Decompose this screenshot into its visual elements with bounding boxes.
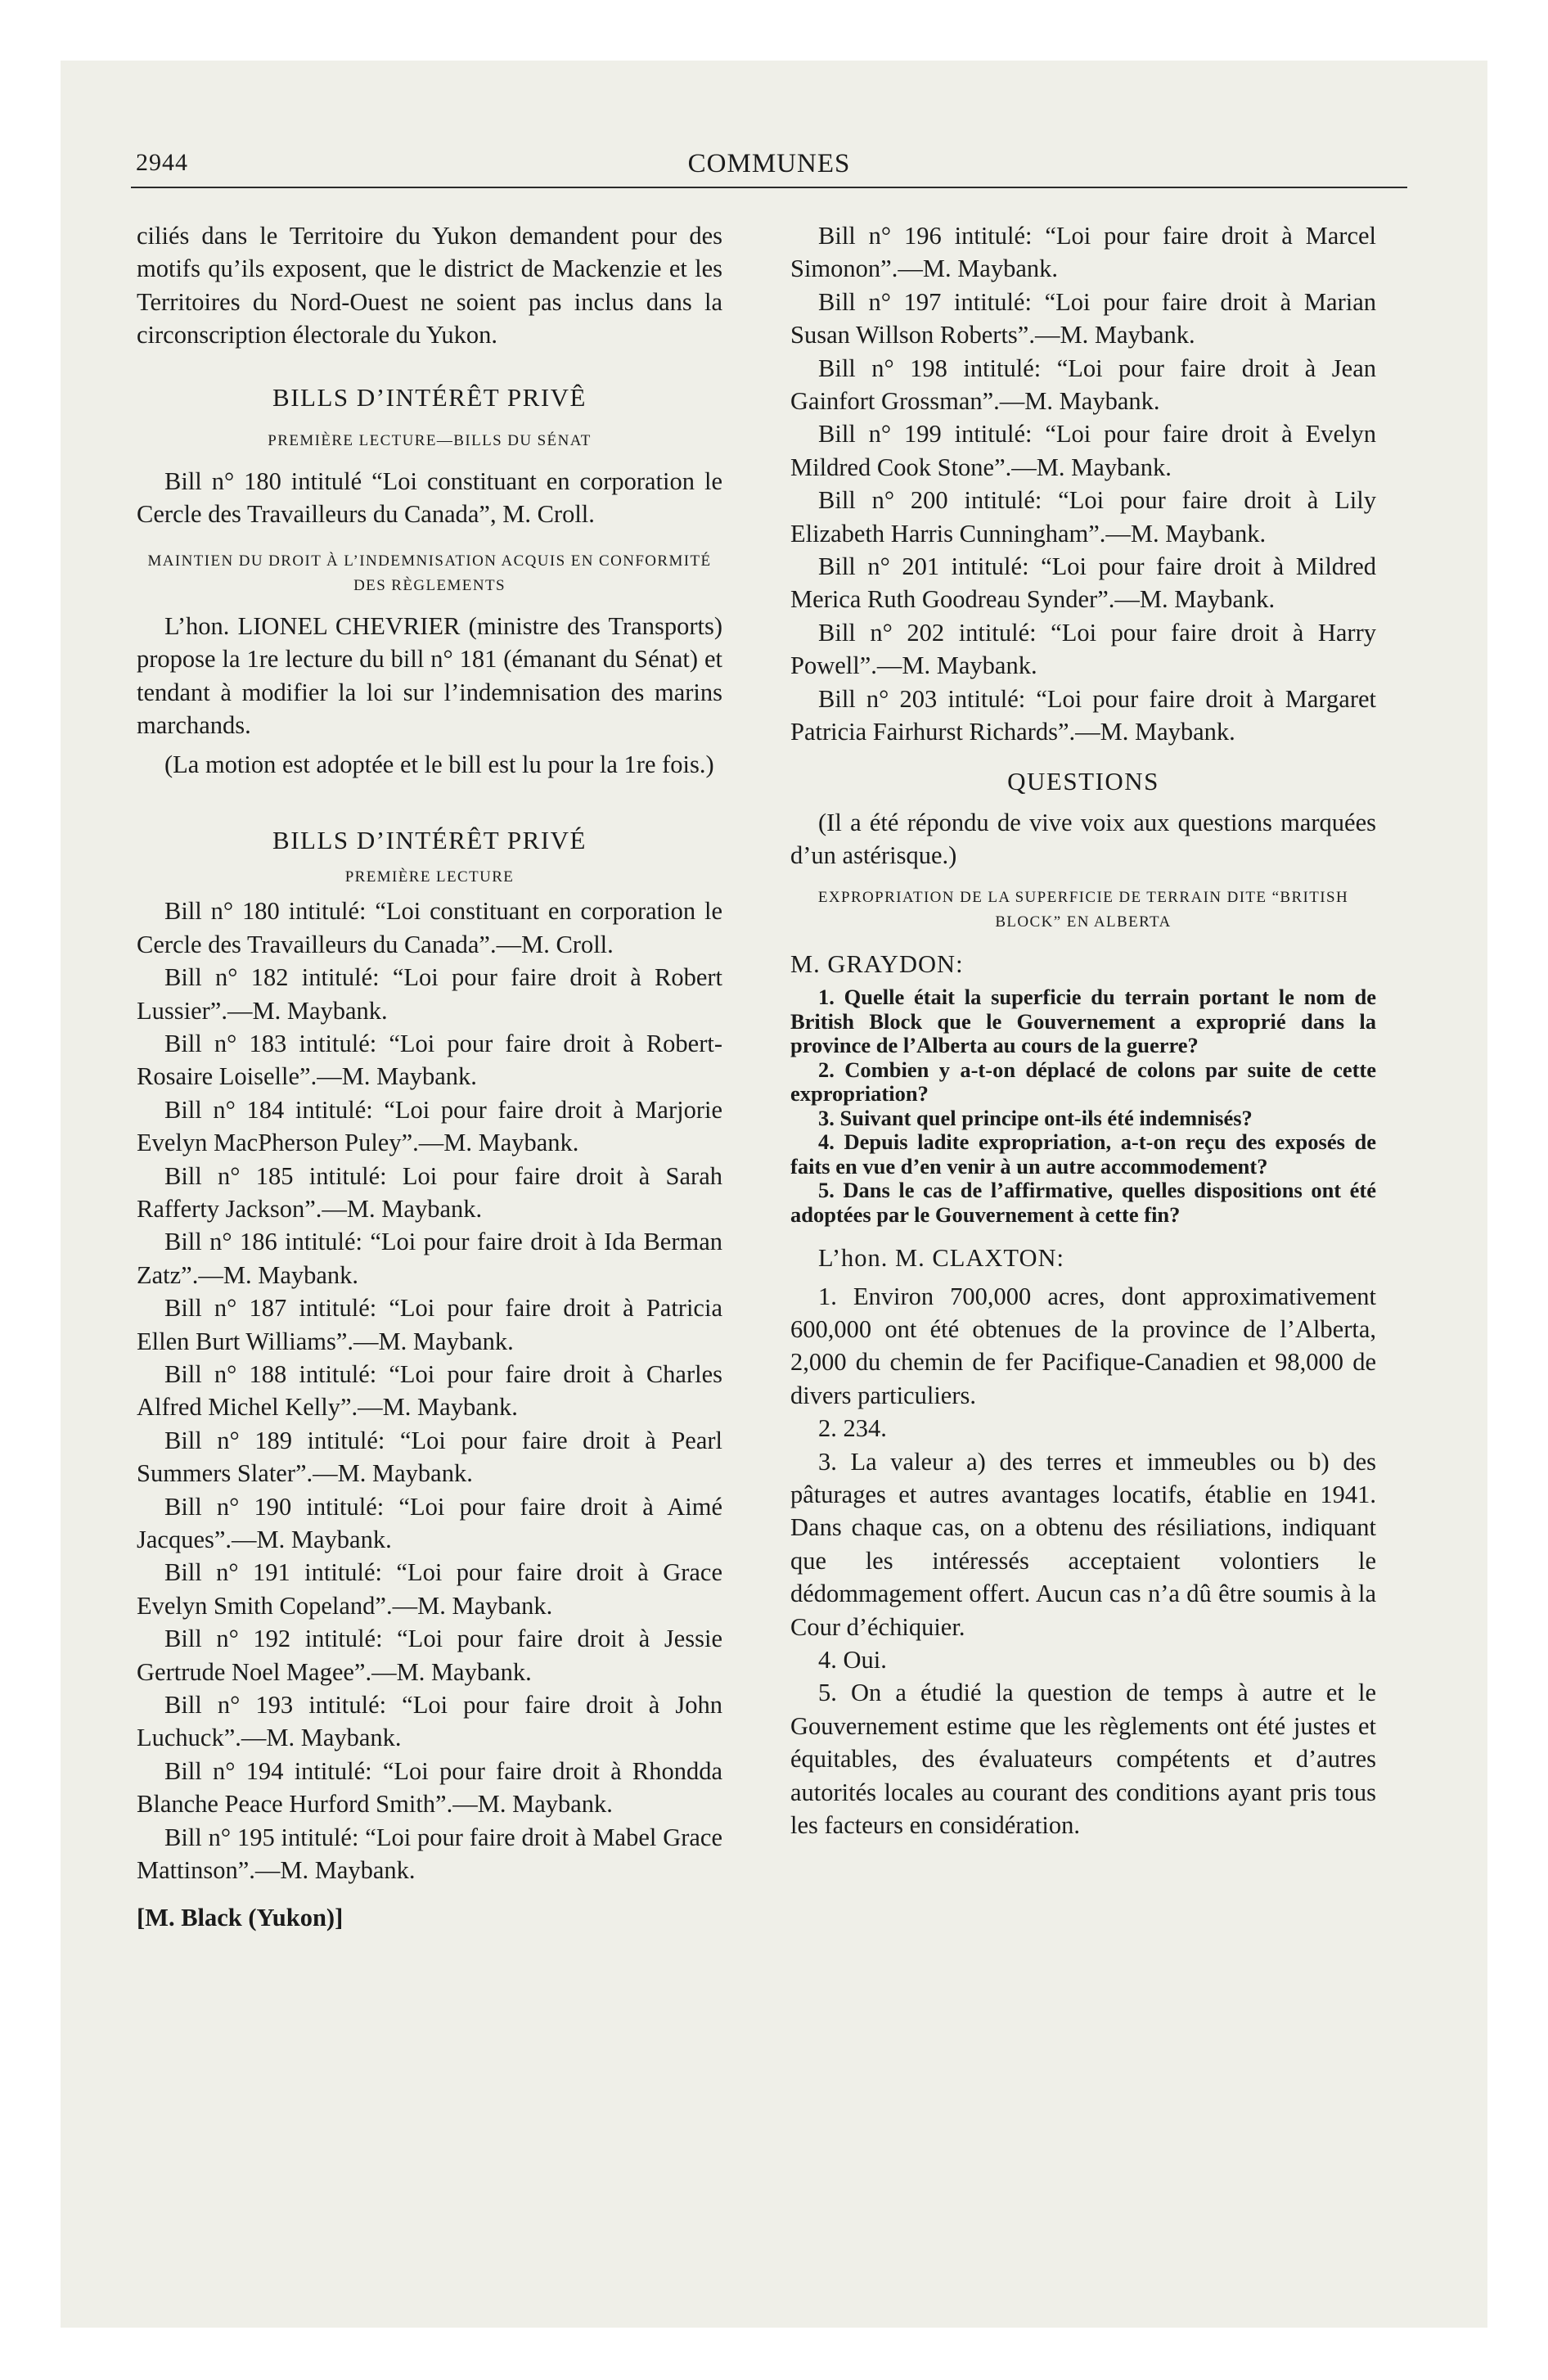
bill-entry: Bill n° 201 intitulé: “Loi pour faire droit à Mildred Merica Ruth Goodreau Synder”.—M. Maybank.	[790, 552, 1376, 614]
bill-entry: Bill n° 196 intitulé: “Loi pour faire droit à Marcel Simonon”.—M. Maybank.	[790, 222, 1376, 283]
bill-entry: Bill n° 192 intitulé: “Loi pour faire droit à Jessie Gertrude Noel Magee”.—M. Maybank.	[137, 1625, 722, 1686]
speaker-graydon: M. GRAYDON:	[790, 949, 964, 978]
bill-entry: Bill n° 183 intitulé: “Loi pour faire droit à Robert-Rosaire Loiselle”.—M. Maybank.	[137, 1029, 722, 1091]
answer-item: 3. La valeur a) des terres et immeubles ou b) des pâturages et autres avantages locatifs, établie en 1941. Dans chaque cas, on a obtenu des résiliations, indiquant que les intéressés acceptaient volontiers le dédommagement offert. Aucun cas n’a dû être soumis à la Cour d’échiquier.	[790, 1447, 1376, 1641]
speaker-claxton: L’hon. M. CLAXTON:	[818, 1244, 1064, 1273]
bill-entry: Bill n° 186 intitulé: “Loi pour faire droit à Ida Berman Zatz”.—M. Maybank.	[137, 1228, 722, 1289]
subheading-first-reading-senate: PREMIÈRE LECTURE—BILLS DU SÉNAT	[268, 432, 592, 450]
question-item: 5. Dans le cas de l’affirmative, quelles dispositions ont été adoptées par le Gouvernement à cette fin?	[790, 1178, 1376, 1227]
question-item: 1. Quelle était la superficie du terrain portant le nom de British Block que le Gouvernement a exproprié dans la province de l’Alberta au cours de la guerre?	[790, 985, 1376, 1058]
intro-paragraph: ciliés dans le Territoire du Yukon demandent pour des motifs qu’ils exposent, que le district de Mackenzie et les Territoires du Nord-Ouest ne soient pas inclus dans la circonscription électorale du Yukon.	[137, 222, 722, 349]
bill-entry: Bill n° 185 intitulé: Loi pour faire droit à Sarah Rafferty Jackson”.—M. Maybank.	[137, 1161, 722, 1223]
left-column	[137, 219, 722, 1935]
page-number: 2944	[136, 149, 188, 176]
answer-item: 2. 234.	[818, 1414, 887, 1443]
bill-entry: Bill n° 184 intitulé: “Loi pour faire droit à Marjorie Evelyn MacPherson Puley”.—M. Maybank.	[137, 1095, 722, 1157]
section-heading-questions: QUESTIONS	[1007, 766, 1159, 796]
subheading-expropriation: EXPROPRIATION DE LA SUPERFICIE DE TERRAIN DITE “BRITISH BLOCK” EN ALBERTA	[817, 888, 1349, 931]
page-header	[131, 144, 1407, 188]
section-heading-private-bills: BILLS D’INTÉRÊT PRIVÊ	[272, 382, 587, 412]
bill-entry: Bill n° 194 intitulé: “Loi pour faire droit à Rhondda Blanche Peace Hurford Smith”.—M. Maybank.	[137, 1756, 722, 1819]
bill-entry: Bill n° 195 intitulé: “Loi pour faire droit à Mabel Grace Mattinson”.—M. Maybank.	[137, 1823, 722, 1885]
bill-entry: Bill n° 188 intitulé: “Loi pour faire droit à Charles Alfred Michel Kelly”.—M. Maybank.	[137, 1359, 722, 1422]
subheading-first-reading: PREMIÈRE LECTURE	[344, 868, 515, 886]
speaker-reference: [M. Black (Yukon)]	[137, 1904, 344, 1932]
bill-entry: Bill n° 193 intitulé: “Loi pour faire droit à John Luchuck”.—M. Maybank.	[137, 1691, 722, 1752]
answer-item: 1. Environ 700,000 acres, dont approximativement 600,000 ont été obtenues de la province de l’Alberta, 2,000 du chemin de fer Pacifique-Canadien et 98,000 de divers particuliers.	[790, 1282, 1376, 1409]
subheading-indemnisation: MAINTIEN DU DROIT À L’INDEMNISATION ACQUIS EN CONFORMITÉ DES RÈGLEMENTS	[147, 552, 712, 594]
bill-entry: Bill n° 203 intitulé: “Loi pour faire droit à Margaret Patricia Fairhurst Richards”.—M. Maybank.	[790, 684, 1376, 746]
bill-entry: Bill n° 189 intitulé: “Loi pour faire droit à Pearl Summers Slater”.—M. Maybank.	[137, 1426, 722, 1488]
bill-entry: Bill n° 190 intitulé: “Loi pour faire droit à Aimé Jacques”.—M. Maybank.	[137, 1492, 722, 1553]
bill-entry: Bill n° 191 intitulé: “Loi pour faire droit à Grace Evelyn Smith Copeland”.—M. Maybank.	[137, 1558, 722, 1620]
bill-entry: Bill n° 182 intitulé: “Loi pour faire droit à Robert Lussier”.—M. Maybank.	[137, 963, 722, 1025]
answered-note: (Il a été répondu de vive voix aux questions marquées d’un astérisque.)	[790, 808, 1376, 870]
bill-180-senate: Bill n° 180 intitulé “Loi constituant en corporation le Cercle des Travailleurs du Canada”, M. Croll.	[137, 467, 722, 529]
answer-item: 4. Oui.	[818, 1646, 887, 1674]
bill-entry: Bill n° 180 intitulé: “Loi constituant en corporation le Cercle des Travailleurs du Canada”.—M. Croll.	[137, 897, 722, 958]
answer-item: 5. On a étudié la question de temps à autre et le Gouvernement estime que les règlements ont été justes et équitables, des évaluateurs compétents et d’autres autorités locales au courant des conditions ayant pris tous les facteurs en considération.	[790, 1679, 1376, 1840]
motion-paragraph: (La motion est adoptée et le bill est lu pour la 1re fois.)	[164, 751, 714, 779]
bill-entry: Bill n° 197 intitulé: “Loi pour faire droit à Marian Susan Willson Roberts”.—M. Maybank.	[790, 287, 1376, 349]
bill-entry: Bill n° 187 intitulé: “Loi pour faire droit à Patricia Ellen Burt Williams”.—M. Maybank.	[137, 1294, 722, 1355]
right-column	[790, 219, 1376, 1841]
question-item: 4. Depuis ladite expropriation, a-t-on reçu des exposés de faits en vue d’en venir à un autre accommodement?	[790, 1129, 1376, 1179]
bill-entry: Bill n° 199 intitulé: “Loi pour faire droit à Evelyn Mildred Cook Stone”.—M. Maybank.	[790, 420, 1376, 481]
section-heading-private-bills-2: BILLS D’INTÉRÊT PRIVÉ	[272, 825, 587, 854]
bill-entry: Bill n° 202 intitulé: “Loi pour faire droit à Harry Powell”.—M. Maybank.	[790, 618, 1376, 680]
question-item: 3. Suivant quel principe ont-ils été indemnisés?	[818, 1105, 1253, 1130]
running-head: COMMUNES	[687, 149, 851, 178]
chevrier-paragraph: L’hon. LIONEL CHEVRIER (ministre des Transports) propose la 1re lecture du bill n° 181 (émanant du Sénat) et tendant à modifier la loi sur l’indemnisation des marins marchands.	[137, 611, 722, 740]
bill-entry: Bill n° 198 intitulé: “Loi pour faire droit à Jean Gainfort Grossman”.—M. Maybank.	[790, 354, 1376, 416]
question-item: 2. Combien y a-t-on déplacé de colons par suite de cette expropriation?	[790, 1057, 1376, 1107]
bill-entry: Bill n° 200 intitulé: “Loi pour faire droit à Lily Elizabeth Harris Cunningham”.—M. Maybank.	[790, 486, 1376, 548]
